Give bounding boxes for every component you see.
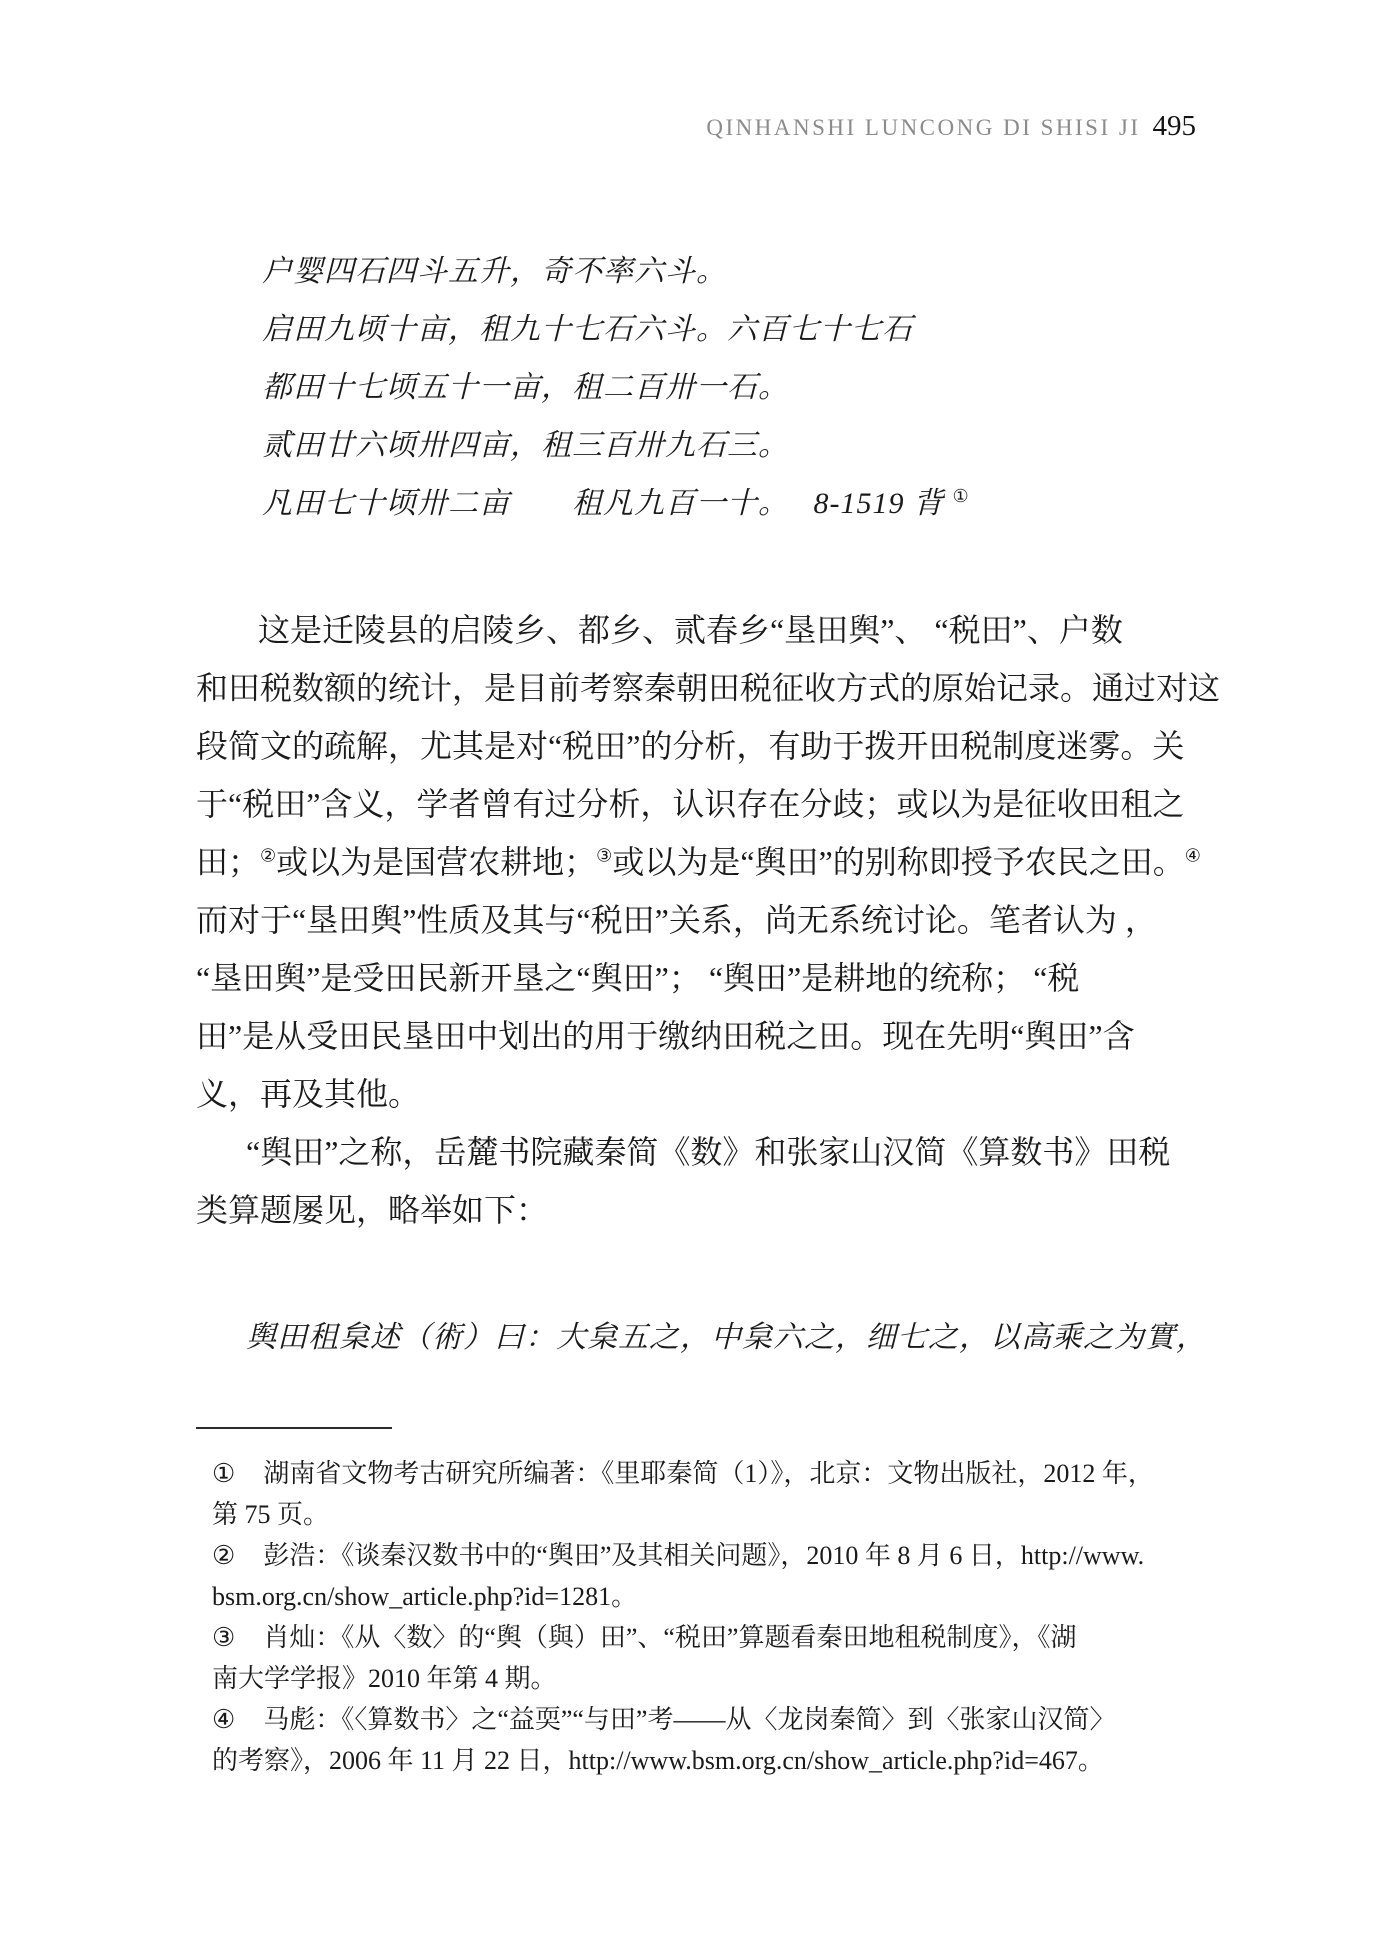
quote-line: 户婴四石四斗五升，奇不率六斗。: [262, 255, 727, 288]
body-line: 于“税田”含义，学者曾有过分析，认识存在分歧；或以为是征收田租之: [196, 786, 1185, 822]
footnote-3: [212, 1617, 1196, 1699]
footnote-line: [212, 1617, 1196, 1658]
body-line: 田”是从受田民垦田中划出的用于缴纳田税之田。现在先明“舆田”含: [196, 1018, 1135, 1054]
footnote-line: bsm.org.cn/show_article.php?id=1281。: [212, 1582, 638, 1611]
footnote-line: [212, 1453, 1196, 1494]
footnotes-section: [196, 1453, 1196, 1781]
footnote-ref-1-icon: ①: [952, 486, 970, 506]
footnote-ref-4-icon: ④: [1184, 845, 1201, 866]
footnote-separator: [196, 1427, 392, 1429]
body-line: 段简文的疏解，尤其是对“税田”的分析，有助于拨开田税制度迷雾。关: [196, 728, 1185, 764]
footnote-2: [212, 1535, 1196, 1617]
bamboo-slip-quote-block: [196, 243, 1196, 533]
page-content: [196, 0, 1221, 1781]
body-line: “垦田舆”是受田民新开垦之“舆田”； “舆田”是耕地的统称； “税: [196, 960, 1080, 996]
footnote-1: [212, 1453, 1196, 1535]
quote-line-text: 凡田七十顷卅二亩 租凡九百一十。 8-1519 背: [262, 487, 953, 520]
footnote-ref-2-icon: ②: [260, 845, 277, 866]
body-line: “舆田”之称，岳麓书院藏秦简《数》和张家山汉简《算数书》田税: [246, 1134, 1171, 1170]
body-text: 或以为是国营农耕地；: [276, 844, 597, 880]
body-paragraph-1: [196, 601, 1221, 1123]
footnote-text: 湖南省文物考古研究所编著：《里耶秦简（1）》，北京：文物出版社，2012 年，: [263, 1459, 1154, 1488]
footnote-marker: ③: [212, 1623, 236, 1652]
body-line: 这是迁陵县的启陵乡、都乡、贰春乡“垦田舆”、 “税田”、户数: [258, 612, 1123, 648]
quote-line: 启田九顷十亩，租九十七石六斗。六百七十七石: [262, 313, 913, 346]
body-text: 或以为是“舆田”的别称即授予农民之田。: [612, 844, 1185, 880]
quote-line: 都田十七顷五十一亩，租二百卅一石。: [262, 371, 789, 404]
footnote-line: [212, 1699, 1196, 1740]
body-text: 田；: [196, 844, 261, 880]
page-header: [196, 0, 1196, 143]
footnote-line: 的考察》，2006 年 11 月 22 日，http://www.bsm.org.cn/show_article.php?id=467。: [212, 1746, 1104, 1775]
footnote-line: [212, 1535, 1196, 1576]
page-number: 495: [1152, 110, 1196, 142]
footnote-line: 南大学学报》2010 年第 4 期。: [212, 1664, 557, 1693]
footnote-marker: ②: [212, 1541, 236, 1570]
journal-title: QINHANSHI LUNCONG DI SHISI JI: [706, 115, 1141, 140]
quote-line: 贰田廿六顷卅四亩，租三百卅九石三。: [262, 429, 789, 462]
footnote-4: [212, 1699, 1196, 1781]
body-line: 义，再及其他。: [196, 1076, 421, 1112]
footnote-ref-3-icon: ③: [596, 845, 613, 866]
footnote-line: 第 75 页。: [212, 1500, 330, 1529]
quote-line: [262, 475, 1196, 533]
footnote-marker: ④: [212, 1705, 236, 1734]
footnote-marker: ①: [212, 1459, 236, 1488]
body-paragraph-2: [196, 1123, 1196, 1239]
body-line: 而对于“垦田舆”性质及其与“税田”关系，尚无系统讨论。笔者认为 ，: [196, 902, 1157, 938]
body-line: 类算题屡见，略举如下：: [196, 1192, 549, 1228]
footnote-text: 彭浩：《谈秦汉数书中的“舆田”及其相关问题》，2010 年 8 月 6 日，http://www.: [263, 1541, 1145, 1570]
footnote-text: 马彪：《〈算数书〉之“益耎”“与田”考——从〈龙岗秦简〉到〈张家山汉简〉: [263, 1705, 1116, 1734]
footnote-text: 肖灿：《从〈数〉的“舆（與）田”、“税田”算题看秦田地租税制度》，《湖: [263, 1623, 1077, 1652]
body-line: [196, 833, 1201, 891]
math-formula-quote-block: [196, 1309, 1207, 1367]
quote-line: 舆田租枲述（術）曰：大枲五之，中枲六之，细七之，以高乘之为實，: [246, 1321, 1207, 1354]
body-line: 和田税数额的统计，是目前考察秦朝田税征收方式的原始记录。通过对这: [196, 670, 1221, 706]
